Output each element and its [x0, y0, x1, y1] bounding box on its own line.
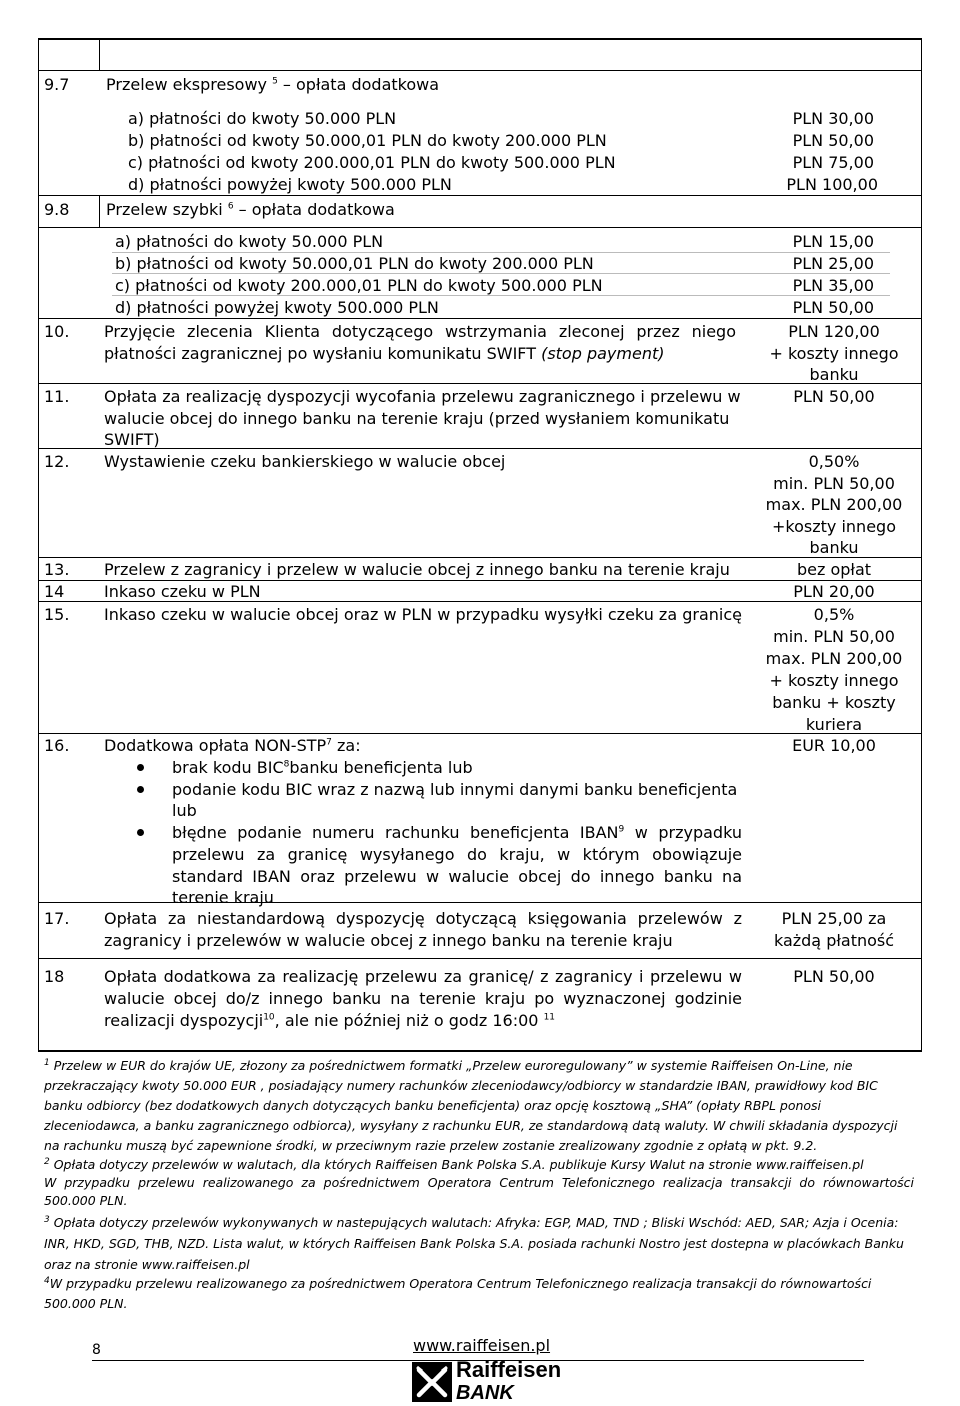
row-divider — [38, 958, 922, 959]
fee-value: PLN 25,00 za — [781, 909, 887, 928]
fee-value: PLN 50,00 — [793, 967, 875, 986]
item-text: SWIFT) — [104, 430, 160, 449]
list-item: terenie kraju — [172, 888, 274, 907]
column-divider — [99, 195, 100, 227]
item-text: Wystawienie czeku bankierskiego w walucie obcej — [104, 452, 506, 471]
item-number: 18 — [44, 967, 65, 986]
item-text: Inkaso czeku w PLN — [104, 582, 261, 601]
fee-label: a) płatności do kwoty 50.000 PLN — [115, 232, 384, 251]
item-number: 11. — [44, 387, 70, 406]
item-number: 12. — [44, 452, 70, 471]
item-number: 17. — [44, 909, 70, 928]
fee-value: 0,5% — [813, 605, 855, 624]
fee-value: PLN 100,00 — [786, 175, 878, 194]
footnote-4: $^4$W przypadku przelewu realizowanego za pośrednictwem Operatora Centrum Telefonicznego realizacja transakcji do równowartości 500.000 PLN. — [44, 1275, 872, 1311]
list-item: lub — [172, 801, 197, 820]
fee-value: PLN 20,00 — [793, 582, 875, 601]
fee-value: banku — [809, 365, 859, 384]
row-divider — [38, 902, 922, 903]
fee-value: kuriera — [805, 715, 863, 734]
list-item: brak kodu BIC$^8$banku beneficjenta lub — [172, 758, 473, 777]
fee-label: b) płatności od kwoty 50.000,01 PLN do kwoty 200.000 PLN — [128, 131, 607, 150]
fee-value: PLN 75,00 — [792, 153, 874, 172]
item-text: Opłata za niestandardową dyspozycję dotyczącą księgowania przelewów z — [104, 909, 742, 928]
item-text: realizacji dyspozycji$^{10}$, ale nie później niż o godz 16:00 $^{11}$ — [104, 1011, 556, 1030]
row-divider — [38, 448, 922, 449]
item-number: 15. — [44, 605, 70, 624]
bullet-icon — [137, 829, 144, 836]
list-item: standard IBAN oraz przelewu w walucie obcej do innego banku na — [172, 867, 742, 886]
fee-label: b) płatności od kwoty 50.000,01 PLN do kwoty 200.000 PLN — [115, 254, 594, 273]
fee-value: + koszty innego — [769, 671, 899, 690]
footnote-2: $^2$ Opłata dotyczy przelewów w walutach, dla których Raiffeisen Bank Polska S.A. publikuje Kursy Walut na stronie www.raiffeisen.pl W przypadku przelewu realizowanego za pośrednictwem Operatora Centrum Telefonicznego realizacja transakcji do równowartości 500.000 PLN. — [44, 1156, 914, 1208]
website-link[interactable]: www.raiffeisen.pl — [413, 1336, 551, 1355]
fee-label: a) płatności do kwoty 50.000 PLN — [128, 109, 397, 128]
fee-value: min. PLN 50,00 — [773, 627, 895, 646]
item-text: Opłata dodatkowa za realizację przelewu za granicę/ z zagranicy i przelewu w — [104, 967, 742, 986]
fee-value: PLN 50,00 — [792, 131, 874, 150]
fee-value: +koszty innego — [772, 517, 896, 536]
footnote-1: $^1$ Przelew w EUR do krajów UE, złozony za pośrednictwem formatki „Przelew euroregulowany” w systemie Raiffeisen On-Line, nie przekraczający kwoty 50.000 EUR , posiadający numery rachunków zleceniodawcy/odbiorcy w standardzie IBAN, prawidłowy kod BIC banku odbiorcy (bez dodatkowych danych dotyczących banku beneficjenta) oraz opcję kosztową „SHA” (opłaty RBPL ponosi zleceniodawca, a banku zagranicznego odbiorca), wysyłany z rachunku EUR, ze standardową datą waluty. W chwili składania dyspozycji na rachunku muszą być zapewnione środki, w przeciwnym razie przelew zostanie zrealizowany zgodnie z opłatą w pkt. 9.2. — [44, 1057, 898, 1153]
fee-value: PLN 15,00 — [792, 232, 874, 251]
fee-label: c) płatności od kwoty 200.000,01 PLN do kwoty 500.000 PLN — [128, 153, 616, 172]
fee-value: PLN 25,00 — [792, 254, 874, 273]
item-text: Przyjęcie zlecenia Klienta dotyczącego wstrzymania zleconej przez niego — [104, 322, 736, 341]
section-number: 9.8 — [44, 200, 70, 219]
footnote-separator — [38, 1051, 922, 1052]
item-text: płatności zagranicznej po wysłaniu komunikatu SWIFT (stop payment) — [104, 344, 665, 363]
fee-value: PLN 50,00 — [792, 298, 874, 317]
section-title: Przelew ekspresowy $^5$ – opłata dodatkowa — [106, 75, 440, 94]
item-text: Inkaso czeku w walucie obcej oraz w PLN w przypadku wysyłki czeku za granicę — [104, 605, 742, 624]
fee-value: max. PLN 200,00 — [765, 495, 903, 514]
column-divider — [99, 38, 100, 70]
item-number: 10. — [44, 322, 70, 341]
brand-name: Raiffeisen — [456, 1357, 562, 1382]
row-divider — [38, 70, 922, 71]
item-number: 16. — [44, 736, 70, 755]
section-number: 9.7 — [44, 75, 70, 94]
item-text: Przelew z zagranicy i przelew w walucie obcej z innego banku na terenie kraju — [104, 560, 730, 579]
fee-value: 0,50% — [808, 452, 860, 471]
footnote-3: $^3$ Opłata dotyczy przelewów wykonywanych w nastepujących walutach: Afryka: EGP, MAD, TND ; Bliski Wschód: AED, SAR; Azja i Ocenia: INR, HKD, SGD, THB, NZD. Lista walut, w których Raiffeisen Bank Polska S.A. posiada rachunki Nostro jest dostepna w placówkach Banku oraz na stronie www.raiffeisen.pl — [44, 1214, 904, 1272]
fee-value: + koszty innego — [769, 344, 899, 363]
item-number: 14 — [44, 582, 65, 601]
bullet-icon — [137, 786, 144, 793]
fee-label: d) płatności powyżej kwoty 500.000 PLN — [115, 298, 439, 317]
brand-bank: BANK — [456, 1382, 514, 1404]
list-item: podanie kodu BIC wraz z nazwą lub innymi danymi banku beneficjenta — [172, 780, 738, 799]
item-text: zagranicy i przelewów w walucie obcej z innego banku na terenie kraju — [104, 931, 673, 950]
list-item: błędne podanie numeru rachunku beneficjenta IBAN$^9$ w przypadku — [172, 823, 742, 842]
fee-value: PLN 50,00 — [793, 387, 875, 406]
item-text: walucie obcej do innego banku na terenie kraju (przed wysłaniem komunikatu — [104, 409, 730, 428]
row-divider — [38, 195, 922, 196]
fee-value: banku — [809, 538, 859, 557]
fee-value: PLN 120,00 — [788, 322, 880, 341]
list-item: przelewu za granicę wysyłanego do kraju, w którym obowiązuje — [172, 845, 742, 864]
item-number: 13. — [44, 560, 70, 579]
fee-value: PLN 30,00 — [792, 109, 874, 128]
fee-value: max. PLN 200,00 — [765, 649, 903, 668]
item-text: walucie obcej do/z innego banku na terenie kraju po wyznaczonej godzinie — [104, 989, 742, 1008]
raiffeisen-logo-icon — [412, 1362, 452, 1402]
section-title: Przelew szybki $^6$ – opłata dodatkowa — [106, 200, 395, 219]
page-number: 8 — [92, 1342, 101, 1358]
item-text: Dodatkowa opłata NON-STP$^7$ za: — [104, 736, 361, 755]
fee-value: EUR 10,00 — [792, 736, 876, 755]
fee-value: min. PLN 50,00 — [773, 474, 895, 493]
fee-value: każdą płatność — [773, 931, 895, 950]
bullet-icon — [137, 764, 144, 771]
item-text: Opłata za realizację dyspozycji wycofania przelewu zagranicznego i przelewu w — [104, 387, 741, 406]
row-divider — [38, 318, 922, 319]
row-divider — [38, 227, 922, 228]
fee-label: c) płatności od kwoty 200.000,01 PLN do kwoty 500.000 PLN — [115, 276, 603, 295]
fee-value: bez opłat — [796, 560, 872, 579]
fee-value: banku + koszty — [772, 693, 896, 712]
fee-label: d) płatności powyżej kwoty 500.000 PLN — [128, 175, 452, 194]
fee-value: PLN 35,00 — [792, 276, 874, 295]
